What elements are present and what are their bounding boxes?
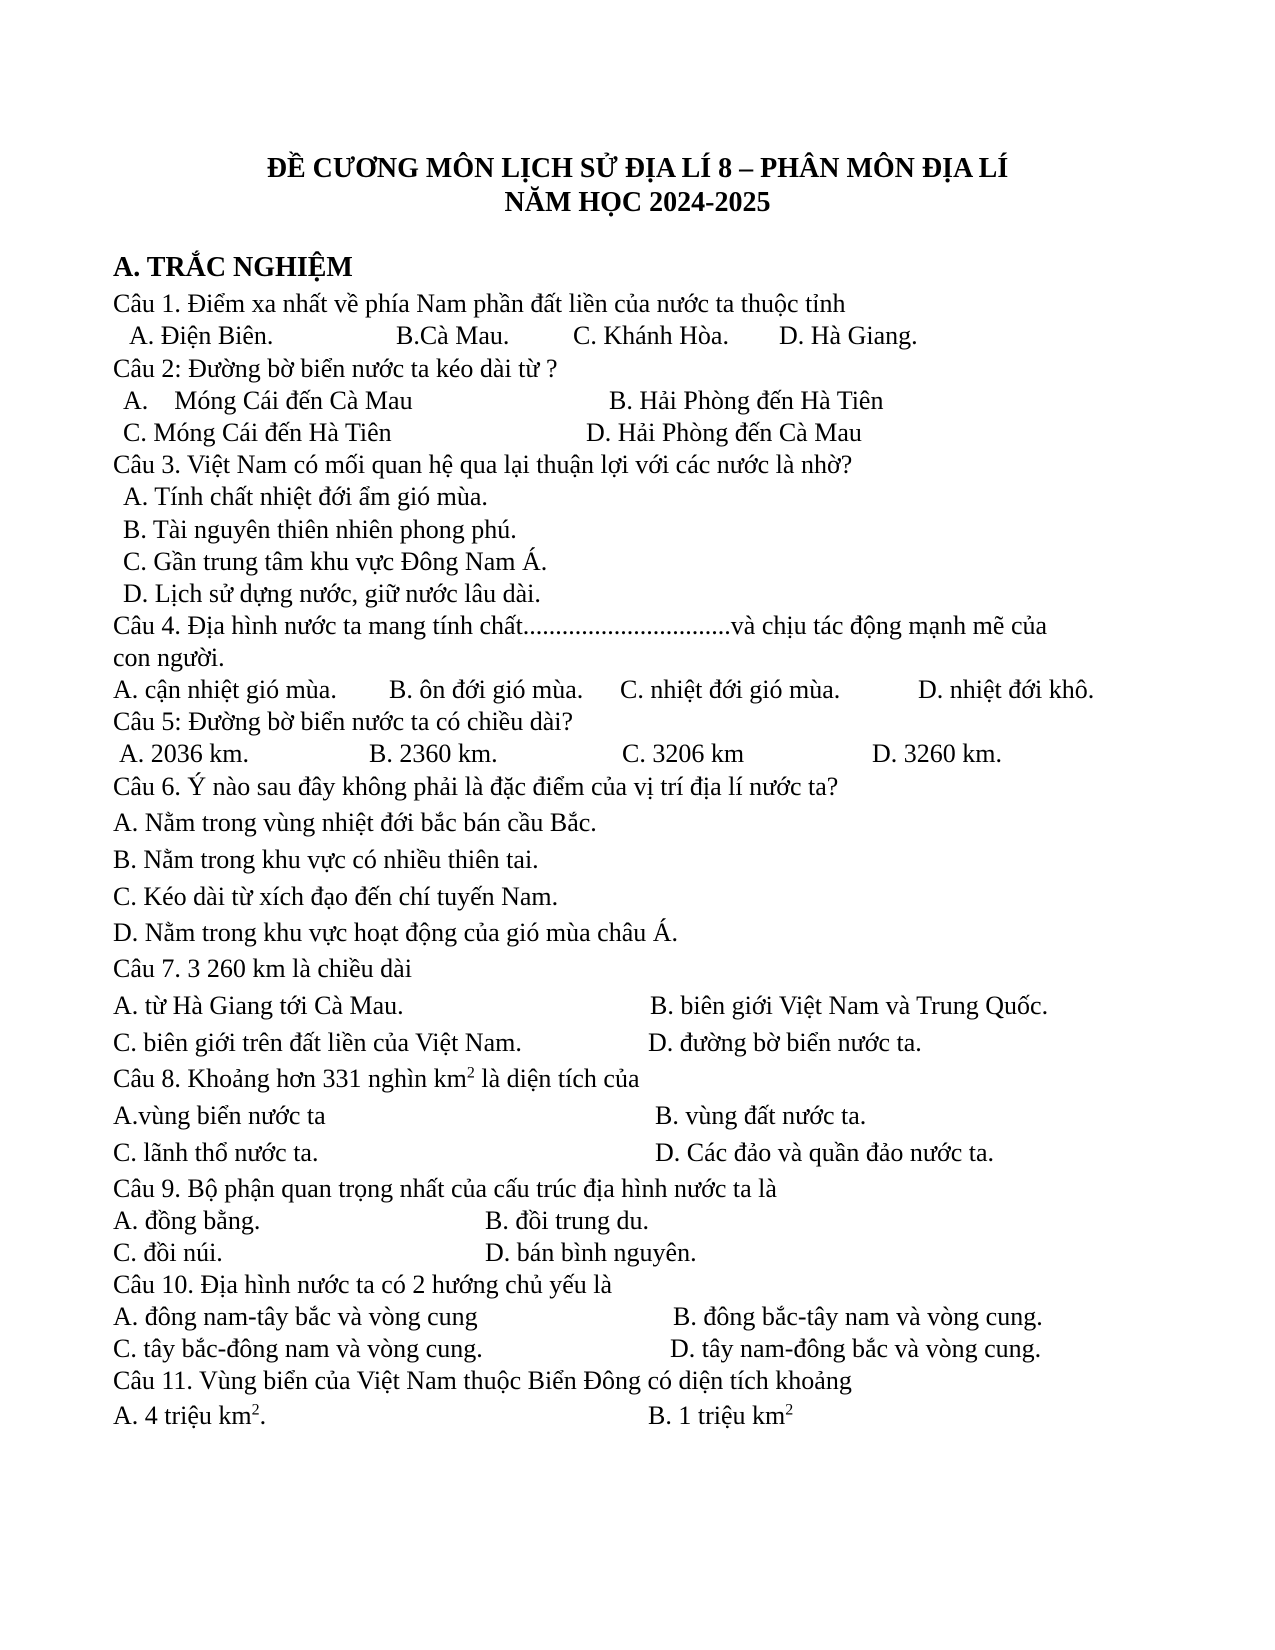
- question-9-option-d: D. bán bình nguyên.: [485, 1238, 697, 1267]
- question-9-stem: Câu 9. Bộ phận quan trọng nhất của cấu trúc địa hình nước ta là: [113, 1174, 777, 1203]
- question-10-option-d: D. tây nam-đông bắc và vòng cung.: [670, 1334, 1042, 1363]
- question-1-option-c: C. Khánh Hòa.: [573, 321, 729, 350]
- question-4-stem: Câu 4. Địa hình nước ta mang tính chất................................và chịu tác động mạnh mẽ của: [113, 611, 1048, 640]
- question-1-option-d: D. Hà Giang.: [779, 321, 918, 350]
- question-2-option-b: B. Hải Phòng đến Hà Tiên: [609, 386, 884, 415]
- question-6-option-c: C. Kéo dài từ xích đạo đến chí tuyến Nam.: [113, 882, 559, 911]
- question-3-option-c: C. Gần trung tâm khu vực Đông Nam Á.: [123, 547, 548, 576]
- question-8-option-b: B. vùng đất nước ta.: [655, 1101, 867, 1130]
- question-11-stem: Câu 11. Vùng biển của Việt Nam thuộc Biển Đông có diện tích khoảng: [113, 1366, 852, 1395]
- document-subtitle: NĂM HỌC 2024-2025: [504, 187, 771, 218]
- question-7-stem: Câu 7. 3 260 km là chiều dài: [113, 954, 412, 983]
- section-heading-multiple-choice: A. TRẮC NGHIỆM: [113, 252, 353, 283]
- question-7-option-b: B. biên giới Việt Nam và Trung Quốc.: [650, 991, 1049, 1020]
- document-title: ĐỀ CƯƠNG MÔN LỊCH SỬ ĐỊA LÍ 8 – PHÂN MÔN ĐỊA LÍ: [266, 153, 1009, 184]
- question-7-option-c: C. biên giới trên đất liền của Việt Nam.: [113, 1028, 522, 1057]
- question-8-option-c: C. lãnh thổ nước ta.: [113, 1138, 319, 1167]
- question-8-stem-tail: là diện tích của: [474, 1064, 640, 1093]
- question-10-stem: Câu 10. Địa hình nước ta có 2 hướng chủ yếu là: [113, 1270, 613, 1299]
- question-5-option-b: B. 2360 km.: [369, 739, 498, 768]
- question-7-option-d: D. đường bờ biển nước ta.: [648, 1028, 922, 1057]
- question-7-option-a: A. từ Hà Giang tới Cà Mau.: [113, 991, 404, 1020]
- question-8-stem: [113, 1063, 640, 1095]
- question-6-option-d: D. Nằm trong khu vực hoạt động của gió mùa châu Á.: [113, 918, 679, 947]
- question-6-option-a: A. Nằm trong vùng nhiệt đới bắc bán cầu Bắc.: [113, 808, 597, 837]
- question-8-option-d: D. Các đảo và quần đảo nước ta.: [655, 1138, 995, 1167]
- question-10-option-b: B. đông bắc-tây nam và vòng cung.: [673, 1302, 1043, 1331]
- question-1-option-b: B.Cà Mau.: [396, 321, 510, 350]
- question-9-option-b: B. đồi trung du.: [485, 1206, 649, 1235]
- question-4-option-d: D. nhiệt đới khô.: [918, 675, 1095, 704]
- question-6-stem: Câu 6. Ý nào sau đây không phải là đặc điểm của vị trí địa lí nước ta?: [113, 772, 839, 801]
- question-11-option-a: [113, 1400, 266, 1432]
- question-5-option-c: C. 3206 km: [622, 739, 745, 768]
- question-4-option-c: C. nhiệt đới gió mùa.: [620, 675, 841, 704]
- question-4-option-b: B. ôn đới gió mùa.: [389, 675, 584, 704]
- question-11-option-b-superscript: 2: [785, 1401, 794, 1419]
- question-3-option-d: D. Lịch sử dựng nước, giữ nước lâu dài.: [123, 579, 541, 608]
- question-1-stem: Câu 1. Điểm xa nhất về phía Nam phần đất liền của nước ta thuộc tỉnh: [113, 289, 846, 318]
- question-11-option-a-superscript: 2: [251, 1401, 260, 1419]
- question-9-option-c: C. đồi núi.: [113, 1238, 223, 1267]
- question-10-option-a: A. đông nam-tây bắc và vòng cung: [113, 1302, 478, 1331]
- question-11-option-b-text: B. 1 triệu km: [648, 1401, 786, 1430]
- question-8-option-a: A.vùng biển nước ta: [113, 1101, 326, 1130]
- question-2-option-c: C. Móng Cái đến Hà Tiên: [123, 418, 392, 447]
- question-3-stem: Câu 3. Việt Nam có mối quan hệ qua lại thuận lợi với các nước là nhờ?: [113, 450, 853, 479]
- question-11-option-a-text: A. 4 triệu km: [113, 1401, 252, 1430]
- question-3-option-b: B. Tài nguyên thiên nhiên phong phú.: [123, 515, 517, 544]
- question-4-stem-continued: con người.: [113, 643, 225, 672]
- question-1-option-a: A. Điện Biên.: [129, 321, 274, 350]
- question-5-option-a: A. 2036 km.: [119, 739, 249, 768]
- question-2-option-a: A. Móng Cái đến Cà Mau: [123, 386, 413, 415]
- question-9-option-a: A. đồng bằng.: [113, 1206, 261, 1235]
- question-5-stem: Câu 5: Đường bờ biển nước ta có chiều dài?: [113, 707, 574, 736]
- question-11-option-b: [648, 1400, 793, 1432]
- question-8-stem-text: Câu 8. Khoảng hơn 331 nghìn km: [113, 1064, 467, 1093]
- question-2-option-d: D. Hải Phòng đến Cà Mau: [586, 418, 862, 447]
- question-2-stem: Câu 2: Đường bờ biển nước ta kéo dài từ ?: [113, 354, 558, 383]
- question-4-option-a: A. cận nhiệt gió mùa.: [113, 675, 337, 704]
- question-10-option-c: C. tây bắc-đông nam và vòng cung.: [113, 1334, 483, 1363]
- question-3-option-a: A. Tính chất nhiệt đới ẩm gió mùa.: [123, 482, 488, 511]
- question-5-option-d: D. 3260 km.: [872, 739, 1002, 768]
- question-8-stem-superscript: 2: [466, 1064, 475, 1082]
- question-6-option-b: B. Nằm trong khu vực có nhiều thiên tai.: [113, 845, 539, 874]
- question-11-option-a-tail: .: [259, 1401, 267, 1430]
